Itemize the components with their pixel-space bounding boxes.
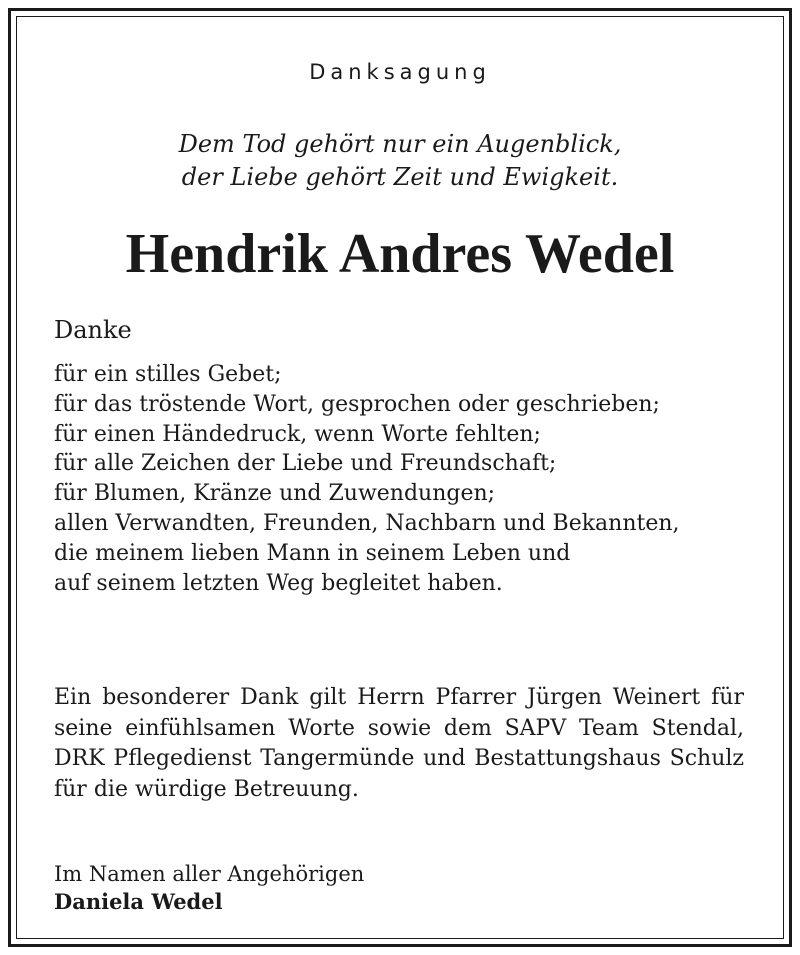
thanks-line: die meinem lieben Mann in seinem Leben und: [54, 540, 571, 566]
thanks-line: für einen Händedruck, wenn Worte fehlten;: [54, 421, 541, 447]
thanks-list: [54, 360, 680, 598]
signer-name: Daniela Wedel: [54, 889, 223, 914]
signature-block: [54, 860, 364, 916]
thanks-line: auf seinem letzten Weg begleitet haben.: [54, 570, 503, 596]
quote-line: der Liebe gehört Zeit und Ewigkeit.: [181, 163, 619, 191]
notice-heading: Danksagung: [309, 60, 491, 84]
thanks-line: allen Verwandten, Freunden, Nachbarn und Bekannten,: [54, 510, 680, 536]
thanks-line: für alle Zeichen der Liebe und Freundschaft;: [54, 451, 557, 477]
signature-line: Im Namen aller Angehörigen: [54, 862, 365, 886]
thanks-line: für Blumen, Kränze und Zuwendungen;: [54, 481, 496, 507]
thanks-intro: Danke: [54, 316, 132, 344]
quote: [16, 128, 784, 194]
thanks-line: für ein stilles Gebet;: [54, 362, 282, 387]
special-thanks-paragraph: Ein besonderer Dank gilt Herrn Pfarrer Jürgen Weinert für seine einfühlsamen Worte sowie dem SAPV Team Stendal, DRK Pflegedienst Tangermünde und Bestattungshaus Schulz für die würdige Betreuung.: [54, 685, 744, 802]
quote-line: Dem Tod gehört nur ein Augenblick,: [178, 130, 622, 158]
notice-content: [16, 16, 784, 939]
thanks-line: für das tröstende Wort, gesprochen oder geschrieben;: [54, 391, 660, 417]
deceased-name: Hendrik Andres Wedel: [125, 223, 675, 285]
